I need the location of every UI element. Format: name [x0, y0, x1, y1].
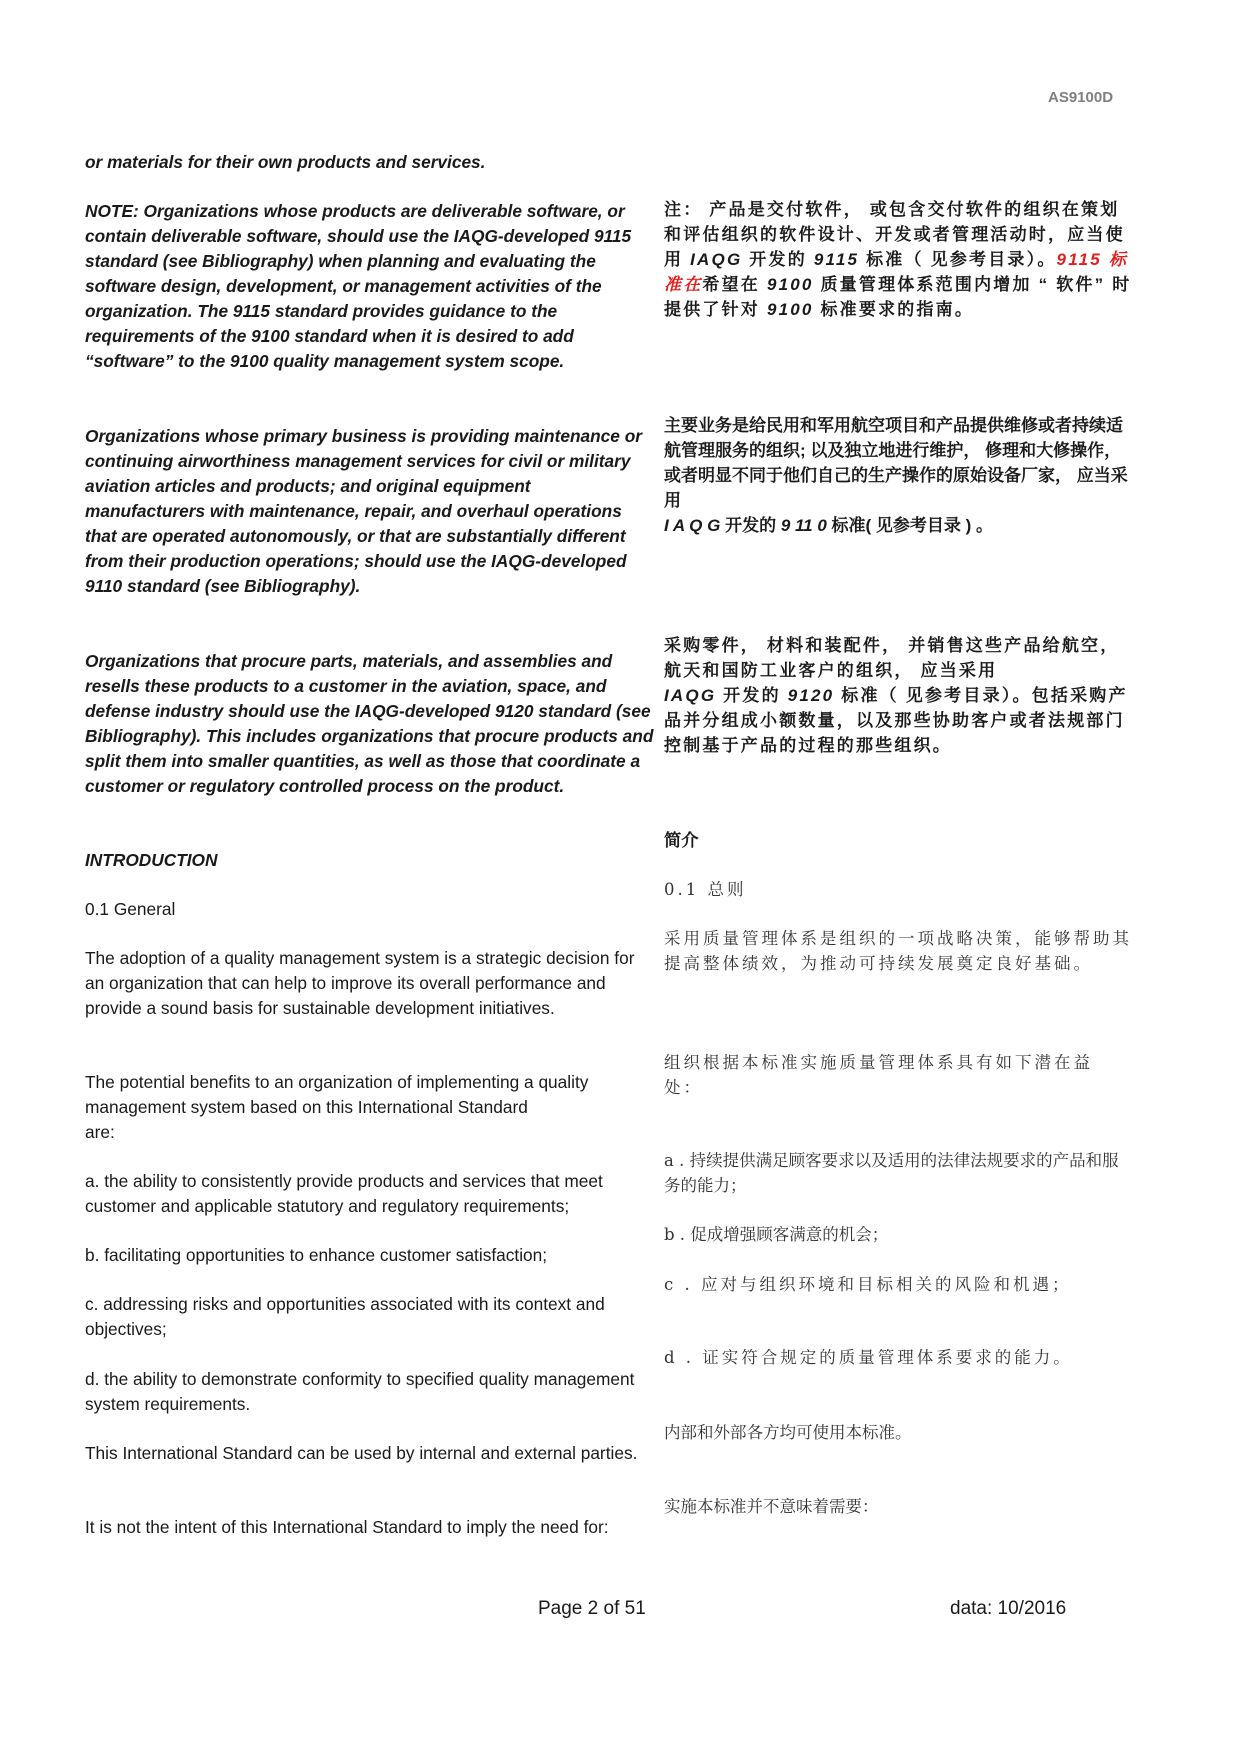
note-9120-zh — [664, 633, 1134, 758]
note-text: 开发的 — [742, 250, 814, 269]
benefits-intro-line: management system based on this International Standard — [85, 1097, 528, 1117]
note-9115-en: NOTE: Organizations whose products are deliverable software, or contain deliverable software, should use the IAQG-developed 9115 standard (see Bibliography) when planning and evaluating the software design, development, or management activities of the organization. The 9115 standard provides guidance to the requirements of the 9100 standard when it is desired to add “software” to the 9100 quality management system scope. — [85, 201, 632, 371]
note-text: 采购零件， 材料和装配件， 并销售这些产品给航空，航天和国防工业客户的组织， 应当采用 — [664, 636, 1120, 680]
benefit-a-en: a. the ability to consistently provide products and services that meet customer and applicable statutory and regulatory requirements; — [85, 1171, 603, 1216]
usage-para-zh: 内部和外部各方均可使用本标准。 — [664, 1423, 912, 1442]
note-text: 开发的 — [720, 516, 781, 535]
note-text: 开发的 — [716, 686, 788, 705]
benefits-intro-en — [85, 1070, 655, 1145]
highlighted-text: 9115 标准在 — [664, 250, 1129, 294]
section-heading-en: 0.1 General — [85, 899, 176, 919]
note-text: 标准( 见参考目录 ) 。 — [826, 516, 994, 535]
iaqg-term: IAQG — [664, 686, 717, 705]
benefit-b-zh: b . 促成增强顾客满意的机会； — [664, 1225, 889, 1244]
benefits-intro-zh: 组织根据本标准实施质量管理体系具有如下潜在益处： — [664, 1053, 1093, 1097]
note-text: 希望在 — [702, 275, 767, 294]
intent-para-zh: 实施本标准并不意味着需要： — [664, 1497, 879, 1516]
note-9110-en: Organizations whose primary business is providing maintenance or continuing airworthiness management services for civil or military aviation articles and products; and original equipment manufacturers with maintenance, repair, and overhaul operations that are operated autonomously, or that are substantially different from their production operations; should use the IAQG-developed 9110 standard (see Bibliography). — [85, 426, 642, 596]
introduction-heading-zh: 简介 — [664, 830, 699, 850]
note-text: 主要业务是给民用和军用航空项目和产品提供维修或者持续适航管理服务的组织; 以及独立地进行维护， 修理和大修操作， 或者明显不同于他们自己的生产操作的原始设备厂家， 应当采用 — [664, 416, 1128, 510]
standard-number: 9115 — [813, 250, 860, 269]
continuation-text: or materials for their own products and services. — [85, 152, 486, 172]
note-text: 标准要求的指南。 — [813, 300, 975, 319]
benefits-intro-line: are: — [85, 1122, 115, 1142]
standard-number: 9100 — [766, 300, 814, 319]
note-9120-en: Organizations that procure parts, materials, and assemblies and resells these products to a customer in the aviation, space, and defense industry should use the IAQG-developed 9120 standard (see Bibliography). This includes organizations that procure products and split them into smaller quantities, as well as those that coordinate a customer or regulatory controlled process on the product. — [85, 651, 654, 796]
benefit-d-zh: d . 证实符合规定的质量管理体系要求的能力。 — [664, 1348, 1073, 1367]
note-9115-zh — [664, 197, 1134, 322]
note-text: 标准（ 见参考目录）。包括采购产品并分组成小额数量，以及那些协助客户或者法规部门控制基于产品的过程的那些组织。 — [664, 686, 1128, 755]
adoption-para-en: The adoption of a quality management system is a strategic decision for an organization that can help to improve its overall performance and provide a sound basis for sustainable development initiatives. — [85, 948, 635, 1018]
adoption-para-zh: 采用质量管理体系是组织的一项战略决策，能够帮助其提高整体绩效，为推动可持续发展奠定良好基础。 — [664, 929, 1132, 973]
benefits-intro-line: The potential benefits to an organization of implementing a quality — [85, 1072, 589, 1092]
note-text: 注： 产品是交付软件， 或包含交付软件的组织在策划和评估组织的软件设计、开发或者管理活动时，应当使用 — [664, 200, 1125, 269]
standard-number: 9 11 0 — [780, 516, 827, 535]
iaqg-term: I A Q G — [664, 516, 721, 535]
standard-number: 9100 — [766, 275, 814, 294]
note-9110-zh — [664, 413, 1134, 538]
document-code-header: AS9100D — [1048, 89, 1114, 106]
standard-number: 9120 — [787, 686, 835, 705]
usage-para-en: This International Standard can be used by internal and external parties. — [85, 1443, 638, 1463]
note-text: 标准（ 见参考目录）。 — [859, 250, 1057, 269]
intent-para-en: It is not the intent of this International Standard to imply the need for: — [85, 1517, 609, 1537]
page-number: Page 2 of 51 — [538, 1598, 646, 1619]
benefit-b-en: b. facilitating opportunities to enhance customer satisfaction; — [85, 1245, 548, 1265]
benefit-d-en: d. the ability to demonstrate conformity to specified quality management system requirements. — [85, 1369, 635, 1414]
introduction-heading-en: INTRODUCTION — [85, 850, 218, 870]
benefit-c-zh: c . 应对与组织环境和目标相关的风险和机遇； — [664, 1275, 1072, 1294]
section-heading-zh: 0.1 总则 — [664, 880, 747, 899]
note-text: 质量管理体系范围内增加 “ 软件” 时提供了针对 — [664, 275, 1132, 319]
benefit-a-zh: a . 持续提供满足顾客要求以及适用的法律法规要求的产品和服务的能力； — [664, 1151, 1119, 1195]
iaqg-term: IAQG — [690, 250, 743, 269]
benefit-c-en: c. addressing risks and opportunities associated with its context and objectives; — [85, 1294, 605, 1339]
document-date: data: 10/2016 — [950, 1598, 1067, 1619]
